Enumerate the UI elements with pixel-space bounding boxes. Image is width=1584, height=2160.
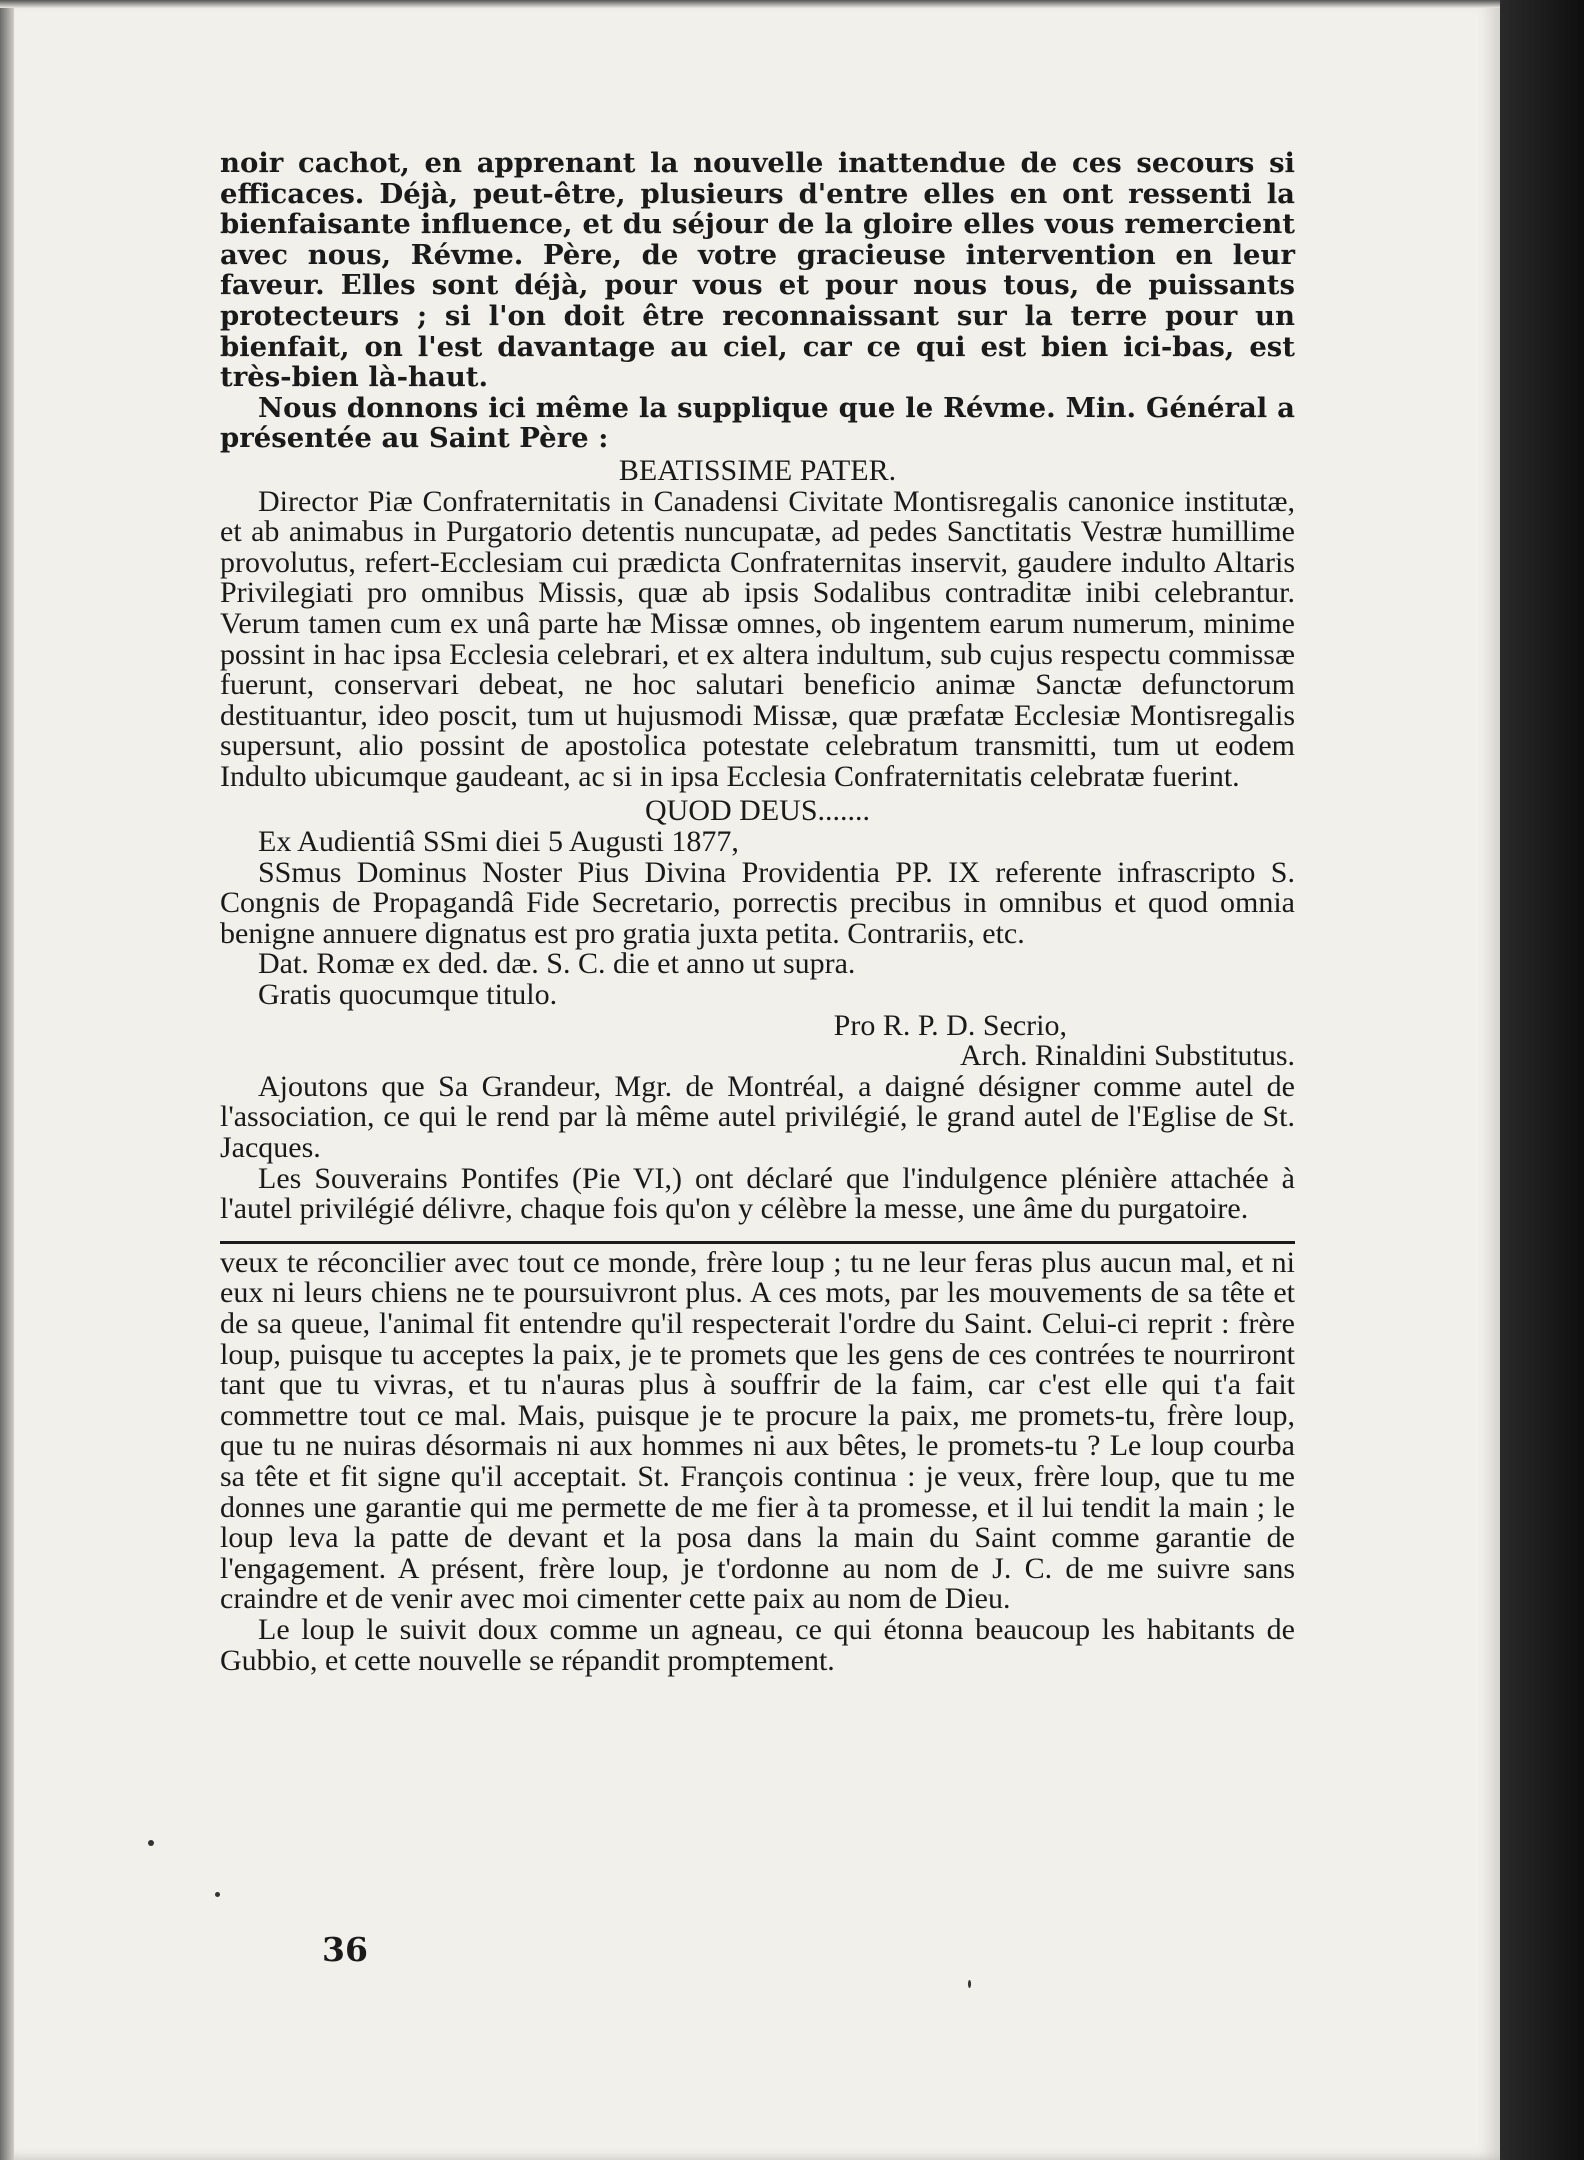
loup-final-paragraph: Le loup le suivit doux comme un agneau, ce qui étonna beaucoup les habitants de Gubbio, et cette nouvelle se répandit promptement. — [220, 1612, 1295, 1677]
signature-pro-secrio: Pro R. P. D. Secrio, — [833, 1008, 1067, 1042]
ink-speck — [968, 1980, 971, 1988]
gratis-line: Gratis quocumque titulo. — [258, 978, 558, 1012]
heading-quod-deus: QUOD DEUS....... — [645, 794, 870, 828]
ink-speck — [148, 1840, 154, 1846]
page-top-edge — [0, 0, 1500, 8]
page-gutter-shadow — [0, 0, 14, 2160]
audientia-line: Ex Audientiâ SSmi diei 5 Augusti 1877, — [258, 825, 739, 859]
ink-speck — [215, 1892, 220, 1897]
signature-rinaldini: Arch. Rinaldini Substitutus. — [959, 1039, 1295, 1073]
rescript-paragraph: SSmus Dominus Noster Pius Divina Providentia PP. IX referente infrascripto S. Congnis de Propagandâ Fide Secretario, porrectis precibus in omnibus et quod omnia benigne annuere dignatus est pro gratia juxta petita. Contrariis, etc. — [220, 855, 1295, 950]
scan-background-edge — [1500, 0, 1584, 2160]
supplique-intro: Nous donnons ici même la supplique que le Révme. Min. Général a présentée au Saint Père : — [220, 391, 1295, 455]
loup-paragraph: veux te réconcilier avec tout ce monde, frère loup ; tu ne leur feras plus aucun mal, et ni eux ni leurs chiens ne te poursuivront plus. A ces mots, par les mouvements de sa tête et de sa queue, l'animal fit entendre qu'il respecterait l'ordre du Saint. Celui-ci reprit : frère loup, puisque tu acceptes la paix, je te promets que les gens de ces contrées te nourriront tant que tu vivras, et tu n'auras plus à souffrir de la faim, car c'est elle qui t'a fait commettre tout ce mal. Mais, puisque je te procure la paix, me promets-tu, frère loup, que tu ne nuiras désormais ni aux hommes ni aux bêtes, le promets-tu ? Le loup courba sa tête et fit signe qu'il acceptait. St. François continua : je veux, frère loup, que tu me donnes une garantie qui me permette de me fier à ta promesse, et il lui tendit la main ; le loup leva la patte de devant et la posa dans la main du Saint comme garantie de l'engagement. A présent, frère loup, je t'ordonne au nom de J. C. de me suivre sans craindre et de venir avec moi cimenter cette paix au nom de Dieu. — [220, 1245, 1295, 1616]
souverains-paragraph: Les Souverains Pontifes (Pie VI,) ont déclaré que l'indulgence plénière attachée à l'autel privilégié délivre, chaque fois qu'on y célèbre la messe, une âme du purgatoire. — [220, 1161, 1295, 1226]
dat-line: Dat. Romæ ex ded. dæ. S. C. die et anno ut supra. — [258, 947, 856, 981]
page-number: 36 — [322, 1930, 368, 1969]
heading-beatissime-pater: BEATISSIME PATER. — [618, 453, 897, 487]
ajoutons-paragraph: Ajoutons que Sa Grandeur, Mgr. de Montréal, a daigné désigner comme autel de l'association, ce qui le rend par là même autel privilégié, le grand autel de l'Eglise de St. Jacques. — [220, 1069, 1295, 1164]
section-divider — [220, 1241, 1295, 1244]
page-content — [220, 148, 1295, 1676]
latin-petition: Director Piæ Confraternitatis in Canadensi Civitate Montisregalis canonice institutæ, et ab animabus in Purgatorio detentis nuncupatæ, ad pedes Sanctitatis Vestræ humillime provolutus, refert-Ecclesiam cui prædicta Confraternitas inservit, gaudere indulto Altaris Privilegiati pro omnibus Missis, quæ ab ipsis Sodalibus contraditæ inibi celebrantur. Verum tamen cum ex unâ parte hæ Missæ omnes, ob ingentem earum numerum, minime possint in hac ipsa Ecclesia celebrari, et ex altera indultum, sub cujus respectu commissæ fuerunt, conservari debeat, ne hoc salutari beneficio animæ Sanctæ defunctorum destituantur, ideo poscit, tum ut hujusmodi Missæ, quæ præfatæ Ecclesiæ Montisregalis supersunt, alio possint de apostolica potestate celebratum transmitti, tum ut eodem Indulto ubicumque gaudeant, ac si in ipsa Ecclesia Confraternitatis celebratæ fuerint. — [220, 484, 1295, 793]
top-paragraph: noir cachot, en apprenant la nouvelle inattendue de ces secours si efficaces. Déjà, peut-être, plusieurs d'entre elles en ont ressenti la bienfaisante influence, et du séjour de la gloire elles vous remercient avec nous, Révme. Père, de votre gracieuse intervention en leur faveur. Elles sont déjà, pour vous et pour nous tous, de puissants protecteurs ; si l'on doit être reconnaissant sur la terre pour un bienfait, on l'est davantage au ciel, car ce qui est bien ici-bas, est très-bien là-haut. — [220, 147, 1295, 394]
